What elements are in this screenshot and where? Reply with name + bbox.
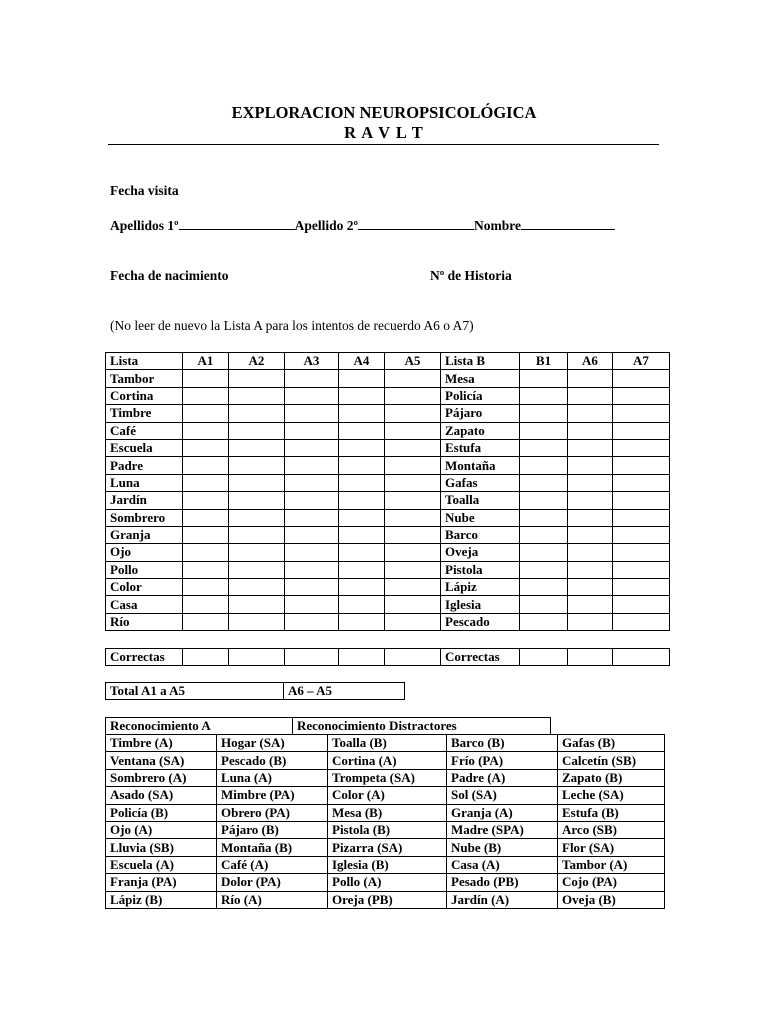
recognition-word-cell[interactable]: Mesa (B) [328,804,447,821]
recall-check-cell[interactable] [520,457,568,474]
recognition-word-cell[interactable]: Timbre (A) [106,735,217,752]
correct-label-a: Correctas [106,649,183,666]
recognition-word-cell[interactable]: Policía (B) [106,804,217,821]
recall-check-cell[interactable] [285,596,339,613]
recall-check-cell[interactable] [183,457,229,474]
recall-check-cell[interactable] [339,492,385,509]
recall-check-cell[interactable] [339,387,385,404]
recognition-word-cell[interactable]: Trompeta (SA) [328,769,447,786]
recognition-word-cell[interactable]: Mimbre (PA) [217,787,328,804]
recognition-header-table [105,717,551,735]
recall-check-cell[interactable] [613,439,670,456]
recognition-word-cell[interactable]: Arco (SB) [558,821,665,838]
recognition-word-cell[interactable]: Padre (A) [447,769,558,786]
recall-check-cell[interactable] [183,370,229,387]
recognition-word-cell[interactable]: Cortina (A) [328,752,447,769]
recall-check-cell[interactable] [613,422,670,439]
recall-word-row [106,405,670,422]
recall-word-row [106,509,670,526]
recall-check-cell[interactable] [520,474,568,491]
recall-check-cell[interactable] [285,613,339,630]
recall-check-cell[interactable] [613,526,670,543]
correct-cell[interactable] [385,649,441,666]
a6-minus-a5-cell[interactable]: A6 – A5 [284,683,405,700]
recall-check-cell[interactable] [520,561,568,578]
list-a-word: Luna [106,474,183,491]
recognition-word-cell[interactable]: Pizarra (SA) [328,839,447,856]
recall-check-cell[interactable] [183,509,229,526]
recall-check-cell[interactable] [183,544,229,561]
recall-check-cell[interactable] [568,474,613,491]
total-a1-a5-cell[interactable]: Total A1 a A5 [106,683,284,700]
recall-check-cell[interactable] [613,457,670,474]
recall-check-cell[interactable] [285,492,339,509]
recall-check-cell[interactable] [339,526,385,543]
list-b-word: Lápiz [441,579,520,596]
page-title: EXPLORACION NEUROPSICOLÓGICA [231,103,537,122]
name-field[interactable] [521,217,615,230]
recognition-word-cell[interactable]: Iglesia (B) [328,856,447,873]
correct-cell[interactable] [285,649,339,666]
correct-cell[interactable] [520,649,568,666]
recall-check-cell[interactable] [568,370,613,387]
list-b-word: Toalla [441,492,520,509]
recognition-word-cell[interactable]: Lápiz (B) [106,891,217,908]
list-b-word: Gafas [441,474,520,491]
recall-check-cell[interactable] [520,579,568,596]
totals-table [105,682,405,700]
correct-cell[interactable] [339,649,385,666]
title-divider [108,144,659,145]
list-b-word: Zapato [441,422,520,439]
recall-check-cell[interactable] [613,492,670,509]
recall-check-cell[interactable] [285,387,339,404]
recall-check-cell[interactable] [183,613,229,630]
recall-table [105,352,670,631]
recall-check-cell[interactable] [285,561,339,578]
recall-word-row [106,457,670,474]
recognition-word-cell[interactable]: Color (A) [328,787,447,804]
recall-check-cell[interactable] [339,439,385,456]
recall-check-cell[interactable] [613,579,670,596]
recall-check-cell[interactable] [520,613,568,630]
list-a-word: Cortina [106,387,183,404]
list-a-word: Color [106,579,183,596]
recall-check-cell[interactable] [520,439,568,456]
trial-header-a: A2 [229,353,285,370]
recall-check-cell[interactable] [285,422,339,439]
recall-word-row [106,387,670,404]
recognition-word-cell[interactable]: Leche (SA) [558,787,665,804]
recognition-word-cell[interactable]: Oveja (B) [558,891,665,908]
recall-check-cell[interactable] [183,526,229,543]
recall-check-cell[interactable] [520,370,568,387]
recognition-word-cell[interactable]: Zapato (B) [558,769,665,786]
recall-check-cell[interactable] [520,509,568,526]
recognition-word-cell[interactable]: Estufa (B) [558,804,665,821]
recall-check-cell[interactable] [229,579,285,596]
correct-cell[interactable] [183,649,229,666]
recognition-word-cell[interactable]: Barco (B) [447,735,558,752]
list-a-word: Ojo [106,544,183,561]
recall-check-cell[interactable] [229,526,285,543]
recognition-word-cell[interactable]: Hogar (SA) [217,735,328,752]
recall-check-cell[interactable] [339,596,385,613]
recall-check-cell[interactable] [229,561,285,578]
correct-label-b: Correctas [441,649,520,666]
recognition-word-cell[interactable]: Nube (B) [447,839,558,856]
recognition-word-cell[interactable]: Tambor (A) [558,856,665,873]
list-a-word: Timbre [106,405,183,422]
trial-header-a: A1 [183,353,229,370]
recall-check-cell[interactable] [520,596,568,613]
list-a-word: Casa [106,596,183,613]
recall-check-cell[interactable] [183,405,229,422]
recognition-word-cell[interactable]: Pesado (PB) [447,874,558,891]
recognition-word-cell[interactable]: Franja (PA) [106,874,217,891]
recall-check-cell[interactable] [229,405,285,422]
list-b-word: Iglesia [441,596,520,613]
history-number-label: Nº de Historia [430,268,512,283]
recognition-word-cell[interactable]: Granja (A) [447,804,558,821]
recall-check-cell[interactable] [613,509,670,526]
recognition-word-cell[interactable]: Ojo (A) [106,821,217,838]
recall-check-cell[interactable] [568,509,613,526]
surname1-label: Apellidos 1º [110,218,179,233]
recall-word-row [106,422,670,439]
visit-date-label: Fecha visita [110,183,179,198]
recognition-word-cell[interactable]: Montaña (B) [217,839,328,856]
recognition-word-cell[interactable]: Ventana (SA) [106,752,217,769]
recall-check-cell[interactable] [339,474,385,491]
recall-check-cell[interactable] [183,492,229,509]
recall-check-cell[interactable] [285,544,339,561]
trial-header-b: A7 [613,353,670,370]
recall-check-cell[interactable] [183,596,229,613]
recognition-word-cell[interactable]: Calcetín (SB) [558,752,665,769]
recall-check-cell[interactable] [339,613,385,630]
recall-check-cell[interactable] [613,544,670,561]
recall-check-cell[interactable] [568,492,613,509]
recall-check-cell[interactable] [520,405,568,422]
recognition-distractors-header: Reconocimiento Distractores [293,718,551,735]
list-b-word: Mesa [441,370,520,387]
recall-check-cell[interactable] [568,579,613,596]
recall-check-cell[interactable] [568,613,613,630]
recall-check-cell[interactable] [568,405,613,422]
recall-check-cell[interactable] [229,387,285,404]
recall-check-cell[interactable] [568,596,613,613]
recognition-row [106,735,665,752]
recall-check-cell[interactable] [385,492,441,509]
recognition-row [106,821,665,838]
recall-check-cell[interactable] [183,422,229,439]
recall-check-cell[interactable] [385,457,441,474]
recall-check-cell[interactable] [520,492,568,509]
surname2-field[interactable] [358,217,474,230]
list-a-word: Escuela [106,439,183,456]
recall-check-cell[interactable] [229,596,285,613]
recall-check-cell[interactable] [385,579,441,596]
recall-check-cell[interactable] [285,370,339,387]
recall-check-cell[interactable] [339,509,385,526]
recall-check-cell[interactable] [339,457,385,474]
recognition-word-cell[interactable]: Madre (SPA) [447,821,558,838]
recognition-word-cell[interactable]: Casa (A) [447,856,558,873]
recognition-word-cell[interactable]: Toalla (B) [328,735,447,752]
list-b-word: Estufa [441,439,520,456]
recall-check-cell[interactable] [613,613,670,630]
recall-check-cell[interactable] [385,596,441,613]
recognition-word-cell[interactable]: Pescado (B) [217,752,328,769]
recall-check-cell[interactable] [229,544,285,561]
recall-check-cell[interactable] [229,492,285,509]
recognition-word-cell[interactable]: Sol (SA) [447,787,558,804]
recall-check-cell[interactable] [385,370,441,387]
instruction-note: (No leer de nuevo la Lista A para los intentos de recuerdo A6 o A7) [110,318,474,333]
recall-check-cell[interactable] [568,387,613,404]
recall-check-cell[interactable] [520,387,568,404]
recall-check-cell[interactable] [385,509,441,526]
recall-check-cell[interactable] [183,387,229,404]
list-a-word: Café [106,422,183,439]
recognition-a-header: Reconocimiento A [106,718,293,735]
list-b-word: Pájaro [441,405,520,422]
recall-check-cell[interactable] [229,457,285,474]
recognition-word-cell[interactable]: Flor (SA) [558,839,665,856]
recall-check-cell[interactable] [385,613,441,630]
trial-header-a: A5 [385,353,441,370]
list-a-word: Granja [106,526,183,543]
list-b-word: Policía [441,387,520,404]
recall-check-cell[interactable] [285,439,339,456]
list-b-word: Pistola [441,561,520,578]
recognition-word-cell[interactable]: Luna (A) [217,769,328,786]
recall-check-cell[interactable] [520,544,568,561]
correct-row [106,649,670,666]
recognition-word-cell[interactable]: Café (A) [217,856,328,873]
correct-table [105,648,670,666]
recall-check-cell[interactable] [613,370,670,387]
name-label: Nombre [473,218,521,233]
recall-check-cell[interactable] [229,509,285,526]
recognition-row [106,874,665,891]
totals-row [106,683,405,700]
recall-check-cell[interactable] [285,526,339,543]
recall-check-cell[interactable] [385,474,441,491]
recall-check-cell[interactable] [568,561,613,578]
recall-check-cell[interactable] [229,613,285,630]
recall-header-row [106,353,670,370]
list-b-word: Barco [441,526,520,543]
recall-check-cell[interactable] [385,387,441,404]
recognition-row [106,804,665,821]
recall-check-cell[interactable] [568,439,613,456]
recall-check-cell[interactable] [613,561,670,578]
recognition-word-cell[interactable]: Dolor (PA) [217,874,328,891]
recall-check-cell[interactable] [339,370,385,387]
recall-check-cell[interactable] [285,579,339,596]
recognition-word-cell[interactable]: Río (A) [217,891,328,908]
recognition-row [106,891,665,908]
surname2-label: Apellido 2º [294,218,358,233]
trial-header-b: A6 [568,353,613,370]
recall-check-cell[interactable] [385,405,441,422]
recall-check-cell[interactable] [613,405,670,422]
list-a-word: Padre [106,457,183,474]
recognition-word-cell[interactable]: Escuela (A) [106,856,217,873]
recall-word-row [106,579,670,596]
list-b-header: Lista B [441,353,520,370]
recognition-word-cell[interactable]: Pájaro (B) [217,821,328,838]
recall-check-cell[interactable] [520,526,568,543]
trial-header-a: A4 [339,353,385,370]
recognition-word-cell[interactable]: Oreja (PB) [328,891,447,908]
list-a-header: Lista [106,353,183,370]
correct-cell[interactable] [568,649,613,666]
list-b-word: Oveja [441,544,520,561]
recall-word-row [106,613,670,630]
recognition-word-cell[interactable]: Jardín (A) [447,891,558,908]
recognition-word-cell[interactable]: Sombrero (A) [106,769,217,786]
surname-line [110,217,615,234]
recognition-word-cell[interactable]: Pollo (A) [328,874,447,891]
birth-date-label: Fecha de nacimiento [110,268,229,283]
recall-check-cell[interactable] [568,457,613,474]
recall-check-cell[interactable] [339,561,385,578]
correct-cell[interactable] [229,649,285,666]
recall-check-cell[interactable] [285,509,339,526]
recall-check-cell[interactable] [613,596,670,613]
trial-header-a: A3 [285,353,339,370]
correct-cell[interactable] [613,649,670,666]
recognition-row [106,839,665,856]
recall-word-row [106,544,670,561]
recognition-table [105,734,665,909]
recall-check-cell[interactable] [229,370,285,387]
recall-check-cell[interactable] [339,422,385,439]
recall-check-cell[interactable] [285,405,339,422]
recall-check-cell[interactable] [229,474,285,491]
recall-check-cell[interactable] [183,579,229,596]
list-a-word: Río [106,613,183,630]
recall-check-cell[interactable] [568,544,613,561]
recall-check-cell[interactable] [385,561,441,578]
recall-check-cell[interactable] [385,422,441,439]
recall-check-cell[interactable] [229,439,285,456]
recall-check-cell[interactable] [183,439,229,456]
list-b-word: Pescado [441,613,520,630]
list-a-word: Sombrero [106,509,183,526]
recognition-word-cell[interactable]: Frío (PA) [447,752,558,769]
surname1-field[interactable] [179,217,295,230]
recall-word-row [106,492,670,509]
recall-word-row [106,474,670,491]
recognition-word-cell[interactable]: Gafas (B) [558,735,665,752]
recall-check-cell[interactable] [520,422,568,439]
recall-word-row [106,596,670,613]
recall-check-cell[interactable] [229,422,285,439]
recall-check-cell[interactable] [568,422,613,439]
page-subtitle: R A V L T [344,123,424,142]
recognition-header-row [106,718,551,735]
recognition-word-cell[interactable]: Obrero (PA) [217,804,328,821]
recognition-word-cell[interactable]: Asado (SA) [106,787,217,804]
recognition-row [106,787,665,804]
recall-check-cell[interactable] [613,387,670,404]
recognition-row [106,856,665,873]
list-b-word: Montaña [441,457,520,474]
recall-check-cell[interactable] [183,474,229,491]
recall-word-row [106,370,670,387]
recall-word-row [106,561,670,578]
recall-check-cell[interactable] [339,579,385,596]
recall-check-cell[interactable] [385,439,441,456]
trial-header-b: B1 [520,353,568,370]
recall-check-cell[interactable] [183,561,229,578]
recall-check-cell[interactable] [339,405,385,422]
recall-check-cell[interactable] [339,544,385,561]
recall-word-row [106,439,670,456]
recall-check-cell[interactable] [568,526,613,543]
recognition-word-cell[interactable]: Cojo (PA) [558,874,665,891]
recall-check-cell[interactable] [285,474,339,491]
recognition-row [106,769,665,786]
recognition-word-cell[interactable]: Pistola (B) [328,821,447,838]
recognition-row [106,752,665,769]
recall-check-cell[interactable] [385,544,441,561]
recall-word-row [106,526,670,543]
list-b-word: Nube [441,509,520,526]
recognition-word-cell[interactable]: Lluvia (SB) [106,839,217,856]
list-a-word: Pollo [106,561,183,578]
recall-check-cell[interactable] [613,474,670,491]
recall-check-cell[interactable] [385,526,441,543]
list-a-word: Tambor [106,370,183,387]
recall-check-cell[interactable] [285,457,339,474]
list-a-word: Jardín [106,492,183,509]
